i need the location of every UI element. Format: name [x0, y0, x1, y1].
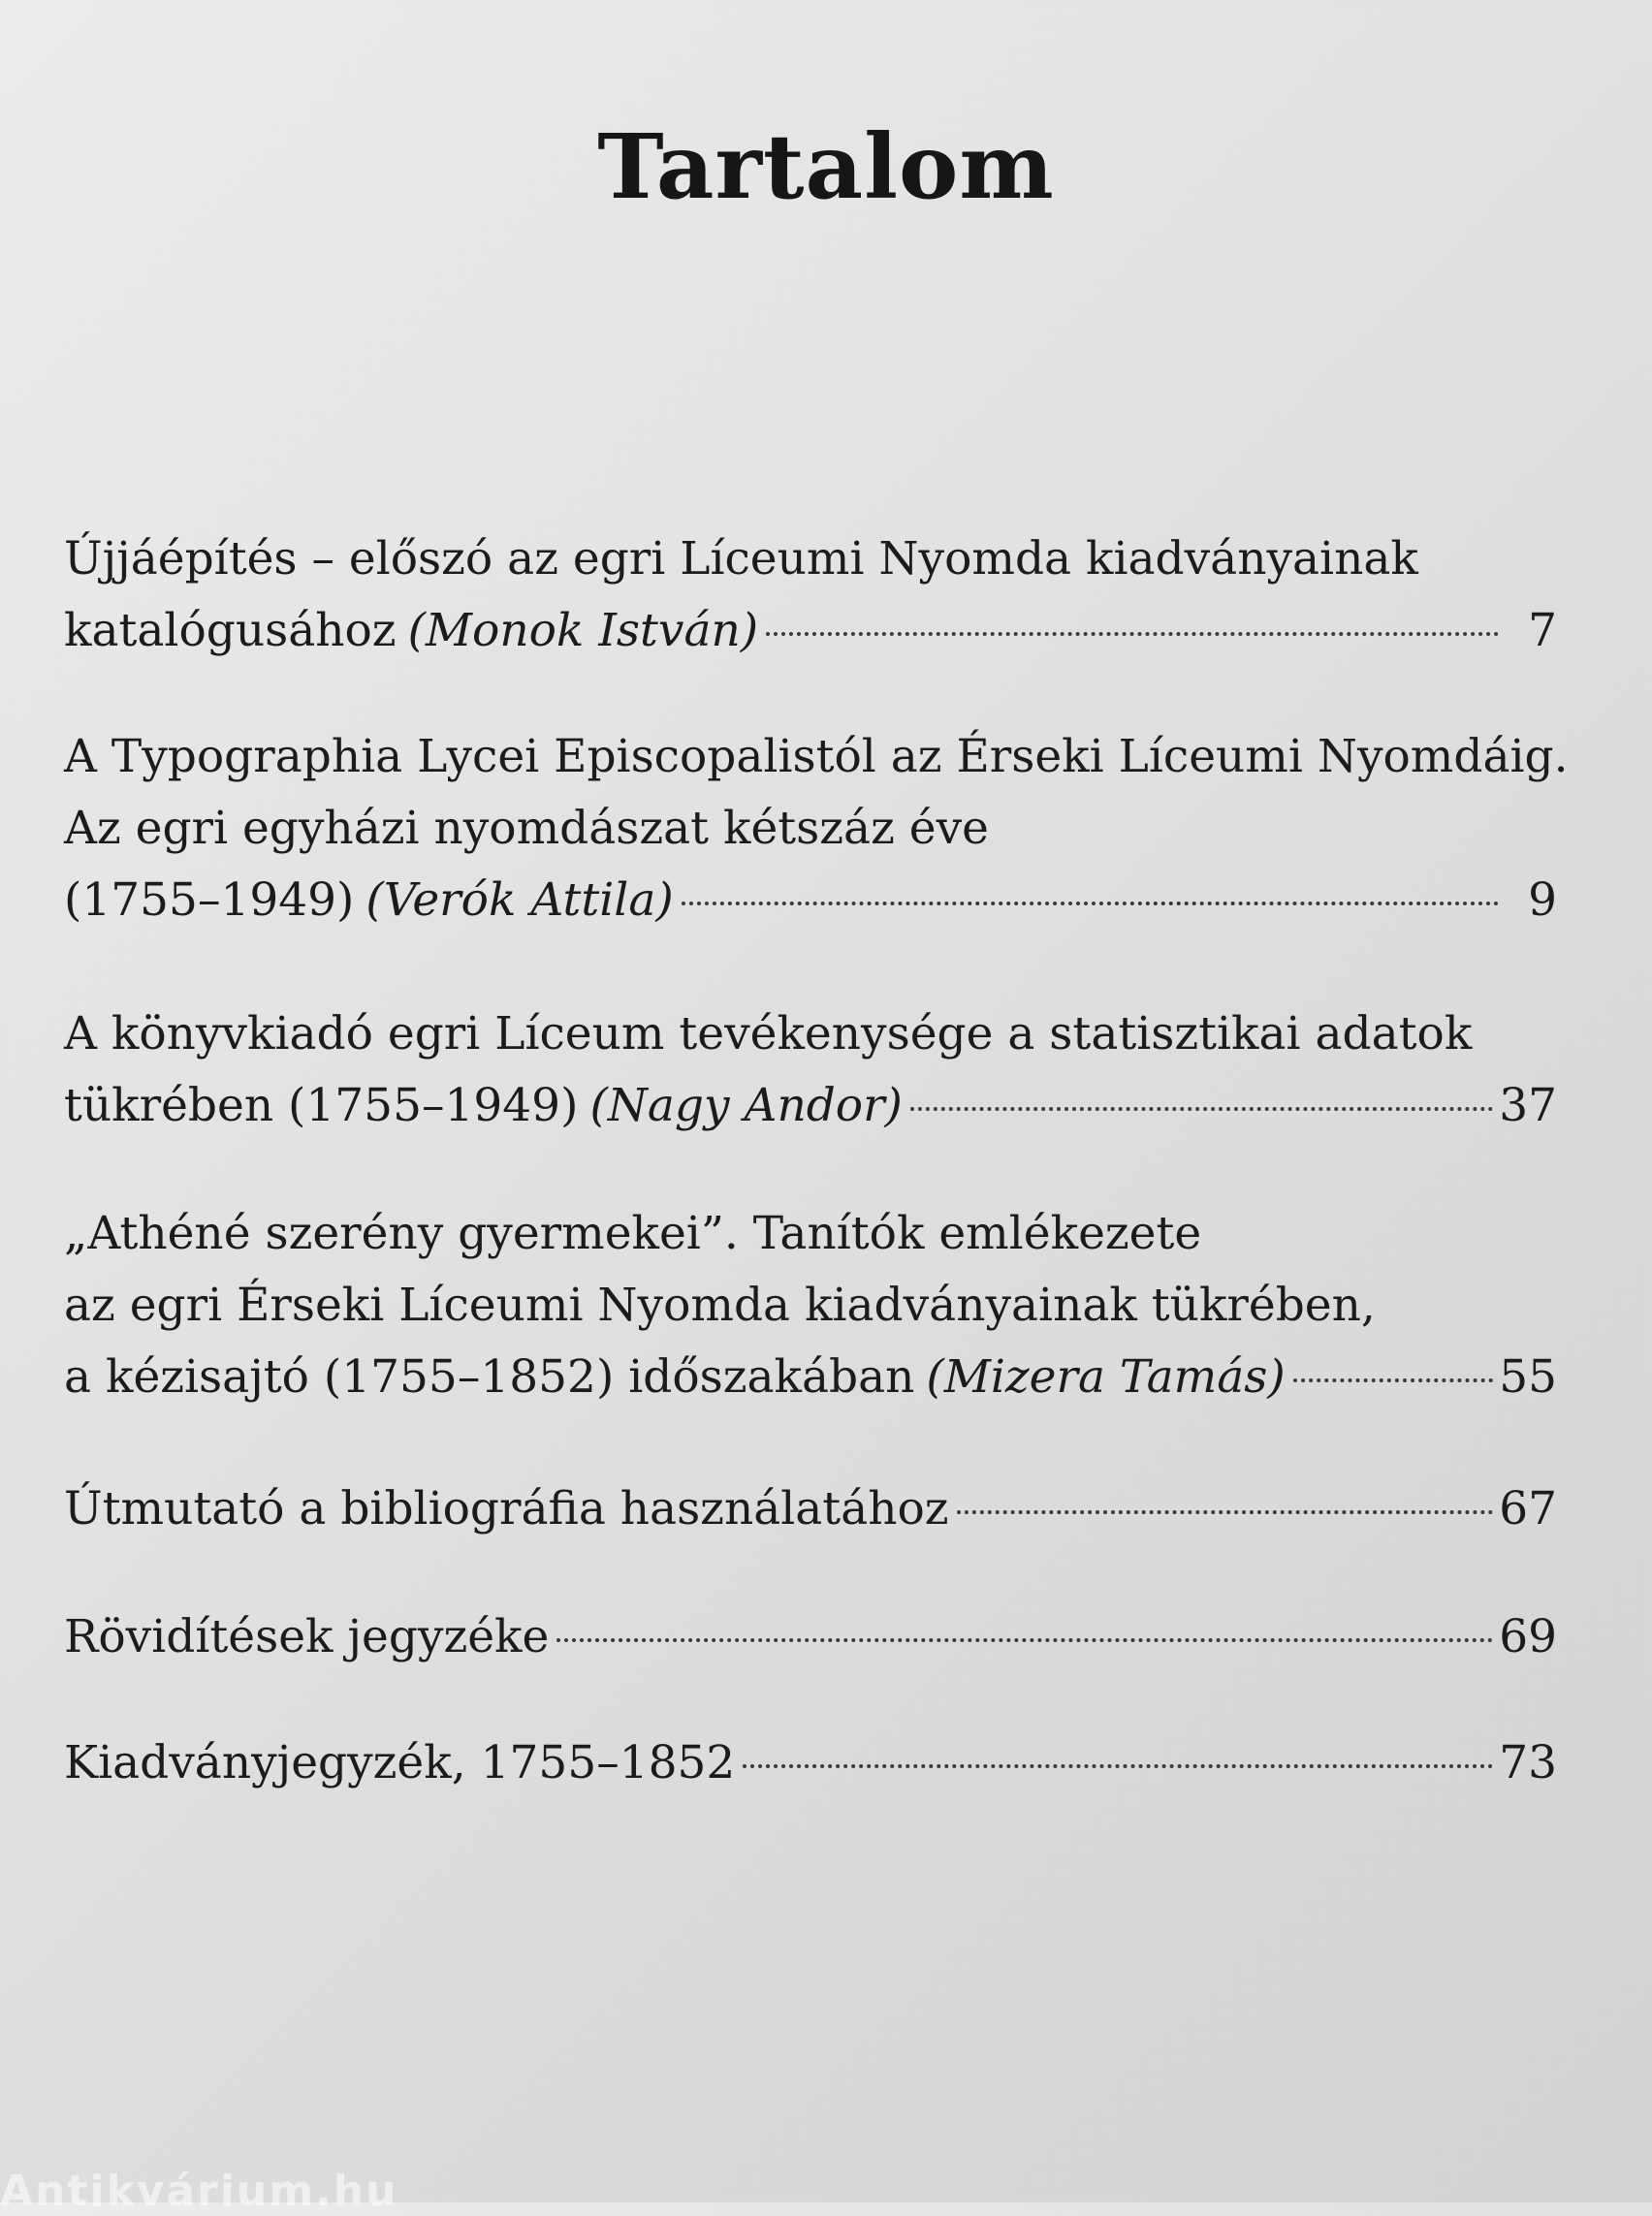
toc-entry-2[interactable]: [64, 721, 1569, 936]
toc-entry-last-line: [64, 1727, 1557, 1799]
toc-entry-last-line: [64, 1473, 1557, 1545]
toc-entry-text: Útmutató a bibliográfia használatához: [64, 1482, 949, 1535]
toc-entry-line: A Typographia Lycei Episcopalistól az Érseki Líceumi Nyomdáig.: [64, 730, 1569, 783]
toc-entry-page-number: 67: [1499, 1482, 1557, 1535]
toc-entry-text: (1755–1949): [64, 873, 355, 927]
toc-entry-text: Rövidítések jegyzéke: [64, 1610, 550, 1663]
toc-entry-line: Újjáépítés – előszó az egri Líceumi Nyomda kiadványainak: [64, 532, 1418, 586]
dot-leader: [1293, 1378, 1494, 1382]
toc-entry-4[interactable]: [64, 1198, 1557, 1413]
toc-entry-last-line: [64, 865, 1557, 936]
toc-entry-text: katalógusához: [64, 604, 397, 657]
toc-entry-page-number: 69: [1499, 1610, 1557, 1663]
toc-entry-last-line: [64, 1601, 1557, 1673]
toc-entry-page-number: 7: [1528, 604, 1557, 657]
dot-leader: [766, 632, 1499, 636]
dot-leader: [682, 902, 1499, 905]
dot-leader: [556, 1638, 1493, 1642]
toc-entry-page-number: 73: [1499, 1736, 1557, 1789]
watermark: Antikvárium.hu: [0, 2167, 398, 2216]
toc-entry-text: tükrében (1755–1949): [64, 1079, 579, 1132]
toc-entry-3[interactable]: [64, 998, 1557, 1142]
toc-entry-line: az egri Érseki Líceumi Nyomda kiadványainak tükrében,: [64, 1279, 1376, 1332]
toc-entry-7[interactable]: [64, 1727, 1557, 1799]
toc-entry-page-number: 9: [1528, 873, 1557, 927]
toc-entry-page-number: 55: [1499, 1350, 1557, 1404]
toc-entry-line: A könyvkiadó egri Líceum tevékenysége a statisztikai adatok: [64, 1007, 1473, 1061]
toc-entry-line: „Athéné szerény gyermekei”. Tanítók emlékezete: [64, 1207, 1202, 1260]
page-title: Tartalom: [597, 114, 1055, 219]
toc-entry-author: (Monok István): [407, 604, 759, 657]
toc-entry-author: (Verók Attila): [365, 873, 674, 927]
toc-entry-text: Kiadványjegyzék, 1755–1852: [64, 1736, 736, 1789]
toc-entry-last-line: [64, 595, 1557, 667]
toc-entry-5[interactable]: [64, 1473, 1557, 1545]
toc-entry-line: Az egri egyházi nyomdászat kétszáz éve: [64, 802, 989, 855]
toc-entry-last-line: [64, 1342, 1557, 1413]
dot-leader: [957, 1510, 1494, 1514]
toc-entry-1[interactable]: [64, 523, 1557, 667]
dot-leader: [743, 1764, 1493, 1768]
toc-entry-text: a kézisajtó (1755–1852) időszakában: [64, 1350, 915, 1404]
toc-entry-author: (Mizera Tamás): [926, 1350, 1286, 1404]
toc-entry-page-number: 37: [1499, 1079, 1557, 1132]
toc-entry-6[interactable]: [64, 1601, 1557, 1673]
dot-leader: [910, 1107, 1493, 1111]
toc-entry-last-line: [64, 1070, 1557, 1142]
toc-entry-author: (Nagy Andor): [589, 1079, 903, 1132]
